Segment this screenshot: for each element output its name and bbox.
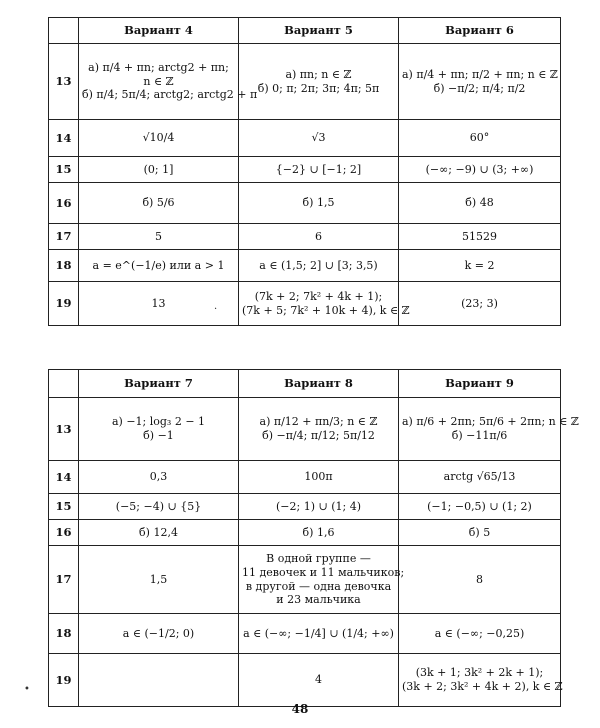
answer-line: а) π/12 + πn/3; n ∈ ℤ [259,415,378,429]
answer-cell [239,44,399,120]
answer-line: (7k + 2; 7k² + 4k + 1); [254,289,383,303]
answer-cell [79,614,239,654]
header-corner [49,370,79,398]
answer-line: 0,3 [149,470,168,484]
answer-cell [79,398,239,461]
answer-cell [399,654,561,707]
answer-line: б) 5 [468,525,491,539]
task-number: 19 [49,654,79,707]
answer-line: k = 2 [464,258,495,272]
page-number: 48 [291,702,309,716]
table-row [49,546,561,614]
answer-cell [399,494,561,520]
answer-cell [399,614,561,654]
answer-cell [239,654,399,707]
print-dot-mark: · [214,304,218,315]
answer-line: б) π/4; 5π/4; arctg2; arctg2 + π [82,88,258,102]
answers-table-variants-4-6 [48,17,561,326]
answer-line: 5 [155,229,162,243]
answer-line: a ∈ (−∞; −1/4] ∪ (1/4; +∞) [243,626,394,640]
task-number: 15 [49,494,79,520]
answer-line: {−2} ∪ [−1; 2] [275,162,362,176]
answer-cell [79,461,239,494]
answer-line: a ∈ (−1/2; 0) [122,626,195,640]
table-row [49,157,561,183]
table-row [49,224,561,250]
answer-cell [239,120,399,157]
answer-cell [79,224,239,250]
answer-line: (−1; −0,5) ∪ (1; 2) [427,499,532,513]
task-number: 18 [49,614,79,654]
answer-cell [399,520,561,546]
answer-cell [239,183,399,224]
header-variant-9: Вариант 9 [399,370,561,398]
answer-line: (3k + 2; 3k² + 4k + 2), k ∈ ℤ [402,680,563,693]
answer-cell [399,44,561,120]
table-header-row [49,370,561,398]
answer-cell [239,250,399,282]
answer-line: б) 12,4 [139,525,178,539]
task-number: 16 [49,520,79,546]
answer-line: a ∈ (1,5; 2] ∪ [3; 3,5) [259,258,378,272]
table-row [49,520,561,546]
answer-line: (−5; −4) ∪ {5} [115,499,202,513]
table-row [49,494,561,520]
answer-cell [239,546,405,614]
answer-line: б) −11π/6 [451,429,508,442]
task-number: 15 [49,157,79,183]
task-number: 18 [49,250,79,282]
answer-line: a ∈ (−∞; −0,25) [434,626,525,640]
answer-line: а) π/6 + 2πn; 5π/6 + 2πn; n ∈ ℤ [402,415,579,429]
answer-cell [239,398,399,461]
answer-line: √10/4 [142,131,175,145]
answer-cell [399,250,561,282]
answer-line: в другой — одна девочка [245,579,392,593]
header-variant-7: Вариант 7 [79,370,239,398]
answer-line: 8 [476,572,483,586]
answer-line: а) π/4 + πn; π/2 + πn; n ∈ ℤ [402,67,558,81]
task-number: 14 [49,461,79,494]
answer-line: б) 5/6 [142,196,175,210]
answer-line: а) π/4 + πn; arctg2 + πn; [88,60,229,74]
answer-cell [399,461,561,494]
answer-line: б) 48 [465,196,494,210]
answer-cell [239,494,399,520]
task-number: 13 [49,44,79,120]
answer-line: 60° [469,131,490,145]
answer-cell [79,520,239,546]
task-number: 17 [49,546,79,614]
answer-line: 100π [304,470,333,484]
answer-line: б) 1,6 [302,525,335,539]
answer-line: и 23 мальчика [276,593,361,607]
answer-line: (3k + 1; 3k² + 2k + 1); [415,666,544,680]
answer-line: б) −1 [143,429,174,442]
answer-line: б) 1,5 [302,196,335,210]
task-number: 17 [49,224,79,250]
answer-line: 11 девочек и 11 мальчиков; [242,565,405,579]
table-row [49,282,561,326]
answer-cell [79,44,258,120]
answer-cell [239,461,399,494]
answer-line: 13 [151,296,166,310]
answer-line: a = e^(−1/e) или a > 1 [92,258,225,272]
answer-cell [399,398,579,461]
table-header-row [49,18,561,44]
answer-cell [239,614,399,654]
answer-cell [399,282,561,326]
task-number: 14 [49,120,79,157]
table-row [49,461,561,494]
answer-cell [399,183,561,224]
table-row [49,183,561,224]
header-corner [49,18,79,44]
answer-cell [79,546,239,614]
answer-cell [79,494,239,520]
answer-cell [79,120,239,157]
answer-line: (0; 1] [143,162,174,176]
answer-line: 6 [315,229,322,243]
header-variant-6: Вариант 6 [399,18,561,44]
answer-cell [79,654,239,707]
task-number: 13 [49,398,79,461]
task-number: 19 [49,282,79,326]
answer-cell [399,157,561,183]
answer-cell [399,546,561,614]
answer-cell [239,157,399,183]
table-row [49,398,561,461]
header-variant-5: Вариант 5 [239,18,399,44]
table-row [49,654,561,707]
answer-line: 4 [315,673,322,687]
answer-line: (−2; 1) ∪ (1; 4) [276,499,361,513]
answer-line: 51529 [462,229,497,243]
answers-table-variants-7-9 [48,369,579,707]
answer-line: б) −π/2; π/4; π/2 [433,81,526,95]
answer-cell [399,120,561,157]
answer-cell [239,282,410,326]
answer-line: б) 0; π; 2π; 3π; 4π; 5π [257,81,380,95]
answer-line: n ∈ ℤ [143,74,174,88]
task-number: 16 [49,183,79,224]
header-variant-8: Вариант 8 [239,370,399,398]
answer-line: б) −π/4; π/12; 5π/12 [262,429,375,442]
answer-cell [79,157,239,183]
answer-line: (7k + 5; 7k² + 10k + 4), k ∈ ℤ [242,303,410,317]
table-row [49,44,561,120]
answer-cell [79,183,239,224]
answer-cell [239,520,399,546]
answer-cell [79,250,239,282]
answer-line: √3 [311,131,326,145]
answer-cell [399,224,561,250]
table-row [49,614,561,654]
answer-cell [239,224,399,250]
answer-line: а) πn; n ∈ ℤ [285,67,352,81]
answer-line: arctg √65/13 [443,470,516,484]
table-row [49,120,561,157]
header-variant-4: Вариант 4 [79,18,239,44]
answer-line: В одной группе — [266,552,371,565]
answer-line: 1,5 [149,572,168,586]
answer-line: а) −1; log₃ 2 − 1 [111,415,206,429]
answer-line: (23; 3) [461,296,498,310]
answer-line: (−∞; −9) ∪ (3; +∞) [425,162,534,176]
table-row [49,250,561,282]
print-dot-mark: • [24,684,30,695]
